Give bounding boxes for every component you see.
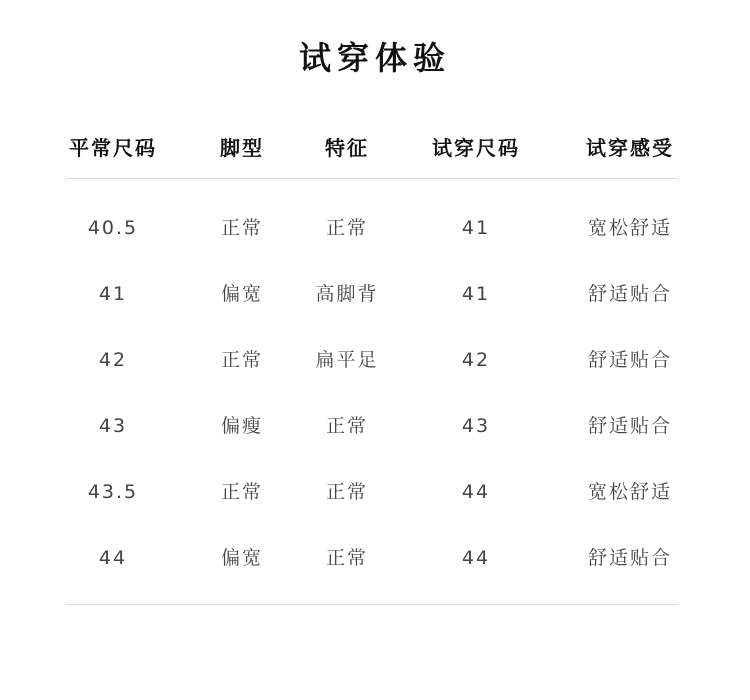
cell-fit-feeling: 舒适贴合 — [587, 349, 673, 371]
cell-foot-shape: 偏宽 — [220, 283, 264, 305]
header-fit-feeling: 试穿感受 — [586, 136, 674, 160]
cell-feature: 正常 — [325, 547, 369, 569]
cell-feature: 正常 — [325, 415, 369, 437]
cell-usual-size: 44 — [98, 547, 128, 569]
table-row — [66, 524, 678, 590]
cell-tried-size: 43 — [461, 415, 491, 437]
cell-foot-shape: 正常 — [220, 481, 264, 503]
table-body — [66, 179, 678, 590]
header-feature: 特征 — [325, 136, 369, 160]
table-row — [66, 194, 678, 260]
cell-tried-size: 44 — [461, 547, 491, 569]
table-header-row — [66, 120, 678, 179]
cell-fit-feeling: 舒适贴合 — [587, 415, 673, 437]
cell-usual-size: 43 — [98, 415, 128, 437]
bottom-divider — [66, 604, 678, 605]
cell-feature: 高脚背 — [315, 283, 379, 305]
cell-foot-shape: 偏宽 — [220, 547, 264, 569]
cell-feature: 扁平足 — [315, 349, 379, 371]
cell-usual-size: 41 — [98, 283, 128, 305]
header-foot-shape: 脚型 — [220, 136, 264, 160]
cell-usual-size: 40.5 — [87, 217, 139, 239]
cell-foot-shape: 偏瘦 — [220, 415, 264, 437]
cell-fit-feeling: 宽松舒适 — [587, 481, 673, 503]
cell-tried-size: 41 — [461, 217, 491, 239]
cell-feature: 正常 — [325, 217, 369, 239]
table-row — [66, 326, 678, 392]
header-tried-size: 试穿尺码 — [432, 136, 520, 160]
fitting-table — [66, 120, 678, 590]
cell-fit-feeling: 宽松舒适 — [587, 217, 673, 239]
header-usual-size: 平常尺码 — [69, 136, 157, 160]
cell-fit-feeling: 舒适贴合 — [587, 547, 673, 569]
cell-tried-size: 42 — [461, 349, 491, 371]
cell-usual-size: 42 — [98, 349, 128, 371]
cell-tried-size: 44 — [461, 481, 491, 503]
table-row — [66, 458, 678, 524]
cell-fit-feeling: 舒适贴合 — [587, 283, 673, 305]
cell-foot-shape: 正常 — [220, 349, 264, 371]
table-row — [66, 392, 678, 458]
cell-feature: 正常 — [325, 481, 369, 503]
table-row — [66, 260, 678, 326]
cell-usual-size: 43.5 — [87, 481, 139, 503]
cell-foot-shape: 正常 — [220, 217, 264, 239]
cell-tried-size: 41 — [461, 283, 491, 305]
page-title: 试穿体验 — [298, 39, 451, 77]
